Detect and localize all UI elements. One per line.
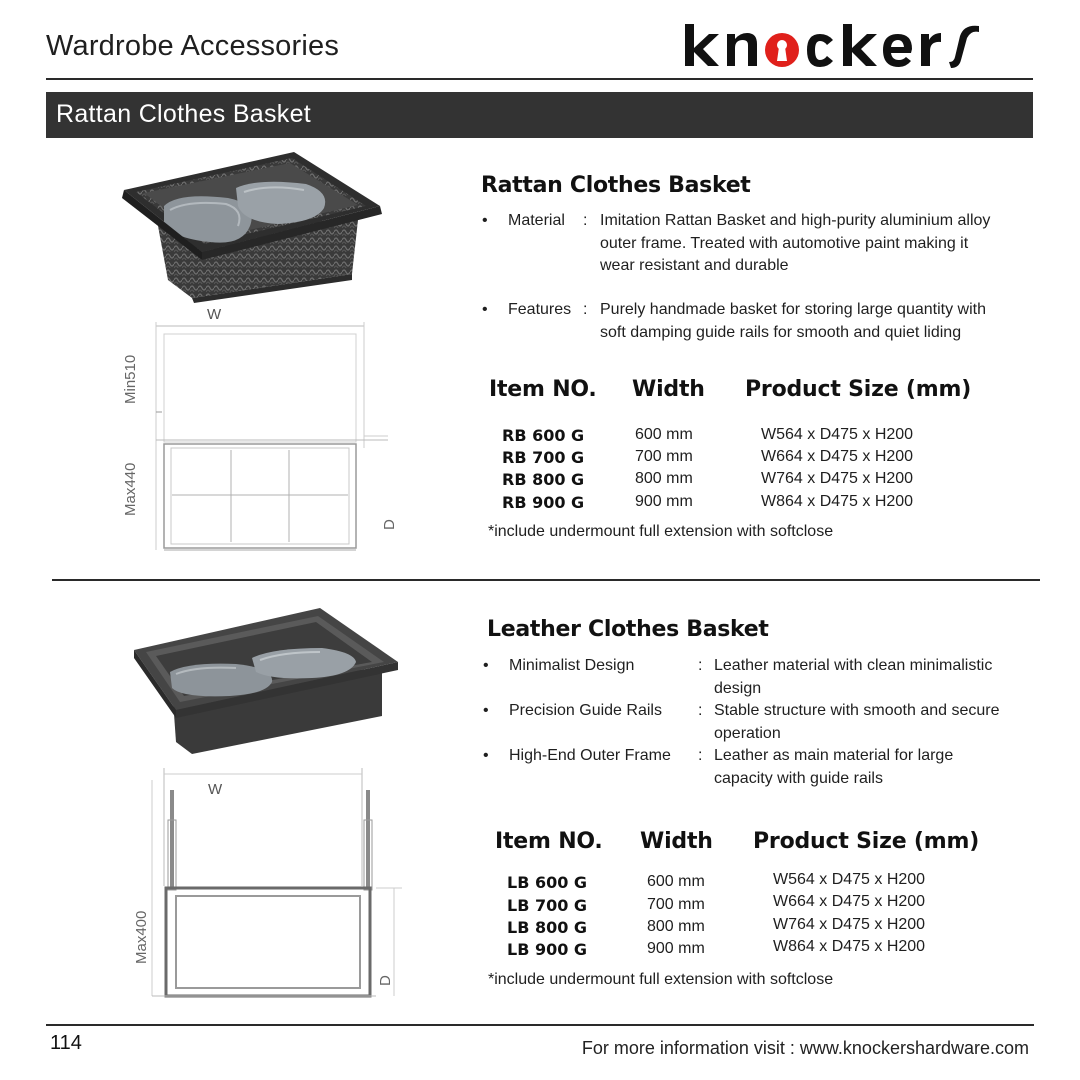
table-row-width: 600 mm	[647, 873, 705, 890]
page-number: 114	[50, 1032, 82, 1054]
table-row-size: W764 x D475 x H200	[761, 470, 914, 487]
d-dimension-label: D	[381, 519, 398, 530]
rattan-spec-material	[482, 210, 1042, 280]
leather-header-item: Item NO.	[495, 829, 603, 854]
table-row-item: LB 800 G	[507, 918, 588, 937]
logo-letter-n	[727, 33, 757, 66]
rattan-product-title: Rattan Clothes Basket	[481, 173, 751, 198]
table-row-item: RB 900 G	[502, 493, 585, 512]
logo-letter-k	[685, 24, 719, 66]
max-dimension-label: Max400	[133, 910, 150, 964]
leather-spec-rails	[483, 700, 1043, 746]
rattan-spec-features	[482, 299, 1042, 345]
spec-value-line: Imitation Rattan Basket and high-purity aluminium alloy	[600, 212, 991, 229]
spec-value	[600, 299, 986, 344]
spec-value	[714, 745, 953, 790]
logo-letter-e	[883, 34, 912, 67]
rattan-dimension-diagram	[118, 300, 398, 556]
spec-value	[600, 210, 990, 278]
leather-header-size: Product Size (mm)	[753, 829, 980, 854]
spec-value-line: operation	[714, 724, 781, 742]
table-row-size: W564 x D475 x H200	[773, 871, 926, 888]
spec-colon: :	[698, 702, 703, 719]
keyhole-icon	[765, 33, 799, 67]
table-row-width: 700 mm	[635, 448, 693, 465]
w-dimension-label: W	[207, 306, 222, 323]
spec-value	[714, 655, 992, 700]
spec-value-line: outer frame. Treated with automotive paint making it	[600, 234, 969, 252]
rattan-header-item: Item NO.	[489, 377, 597, 402]
table-row-width: 900 mm	[647, 940, 705, 957]
table-row-size: W564 x D475 x H200	[761, 426, 914, 443]
d-dimension-label: D	[377, 975, 394, 986]
table-row-size: W764 x D475 x H200	[773, 916, 926, 933]
spec-colon: :	[583, 301, 588, 318]
rattan-header-width: Width	[632, 377, 705, 402]
table-row-item: LB 700 G	[507, 896, 588, 915]
min-dimension-label: Min510	[122, 354, 139, 404]
section-banner	[46, 92, 1033, 138]
bullet: •	[483, 747, 489, 764]
section-divider	[52, 579, 1040, 581]
table-row-width: 800 mm	[647, 918, 705, 935]
logo-letter-s	[949, 26, 979, 68]
footer-divider	[46, 1024, 1034, 1026]
bullet: •	[483, 657, 489, 674]
brand-logo	[683, 18, 983, 74]
leather-spec-frame	[483, 745, 1043, 791]
spec-value-line: Leather material with clean minimalistic	[714, 657, 993, 674]
spec-colon: :	[583, 212, 588, 229]
leather-product-title: Leather Clothes Basket	[487, 617, 769, 642]
logo-letter-r	[921, 33, 941, 66]
logo-letter-c	[807, 34, 833, 67]
table-row-item: RB 700 G	[502, 448, 585, 467]
section-banner-title: Rattan Clothes Basket	[56, 100, 312, 128]
table-row-width: 800 mm	[635, 470, 693, 487]
table-row-size: W864 x D475 x H200	[773, 938, 926, 955]
table-row-width: 600 mm	[635, 426, 693, 443]
leather-note: *include undermount full extension with softclose	[488, 971, 834, 988]
table-row-width: 700 mm	[647, 896, 705, 913]
bullet: •	[482, 212, 488, 229]
leather-dimension-diagram	[126, 760, 408, 1004]
spec-label: Minimalist Design	[509, 657, 635, 674]
bullet: •	[483, 702, 489, 719]
table-row-item: RB 800 G	[502, 470, 585, 489]
table-row-item: LB 900 G	[507, 940, 588, 959]
table-row-size: W664 x D475 x H200	[761, 448, 914, 465]
w-dimension-label: W	[208, 781, 223, 798]
spec-value-line: soft damping guide rails for smooth and quiet liding	[600, 323, 962, 341]
spec-colon: :	[698, 657, 703, 674]
spec-value-line: design	[714, 679, 762, 697]
spec-value-line: Leather as main material for large	[714, 747, 954, 764]
table-row-item: LB 600 G	[507, 873, 588, 892]
rattan-basket-image	[118, 148, 388, 304]
rattan-note: *include undermount full extension with softclose	[488, 523, 834, 540]
spec-value-line: Purely handmade basket for storing large quantity with	[600, 301, 986, 318]
spec-value-line: wear resistant and durable	[600, 257, 789, 274]
table-row-item: RB 600 G	[502, 426, 585, 445]
spec-value	[714, 700, 999, 745]
leather-header-width: Width	[640, 829, 713, 854]
leather-spec-design	[483, 655, 1043, 701]
footer-website-info: For more information visit : www.knockershardware.com	[581, 1038, 1029, 1058]
max-dimension-label: Max440	[122, 462, 139, 516]
spec-value-line: capacity with guide rails	[714, 769, 883, 787]
rattan-header-size: Product Size (mm)	[745, 377, 972, 402]
spec-label: Precision Guide Rails	[509, 702, 662, 719]
spec-label: Features	[508, 301, 572, 318]
table-row-width: 900 mm	[635, 493, 693, 510]
spec-label: High-End Outer Frame	[509, 747, 671, 764]
bullet: •	[482, 301, 488, 318]
leather-basket-image	[132, 606, 400, 758]
table-row-size: W664 x D475 x H200	[773, 893, 926, 910]
logo-letter-k2	[843, 24, 877, 66]
spec-value-line: Stable structure with smooth and secure	[714, 702, 1000, 719]
spec-colon: :	[698, 747, 703, 764]
spec-label: Material	[508, 212, 565, 229]
table-row-size: W864 x D475 x H200	[761, 493, 914, 510]
header-divider	[46, 78, 1033, 80]
page-title: Wardrobe Accessories	[46, 30, 340, 62]
